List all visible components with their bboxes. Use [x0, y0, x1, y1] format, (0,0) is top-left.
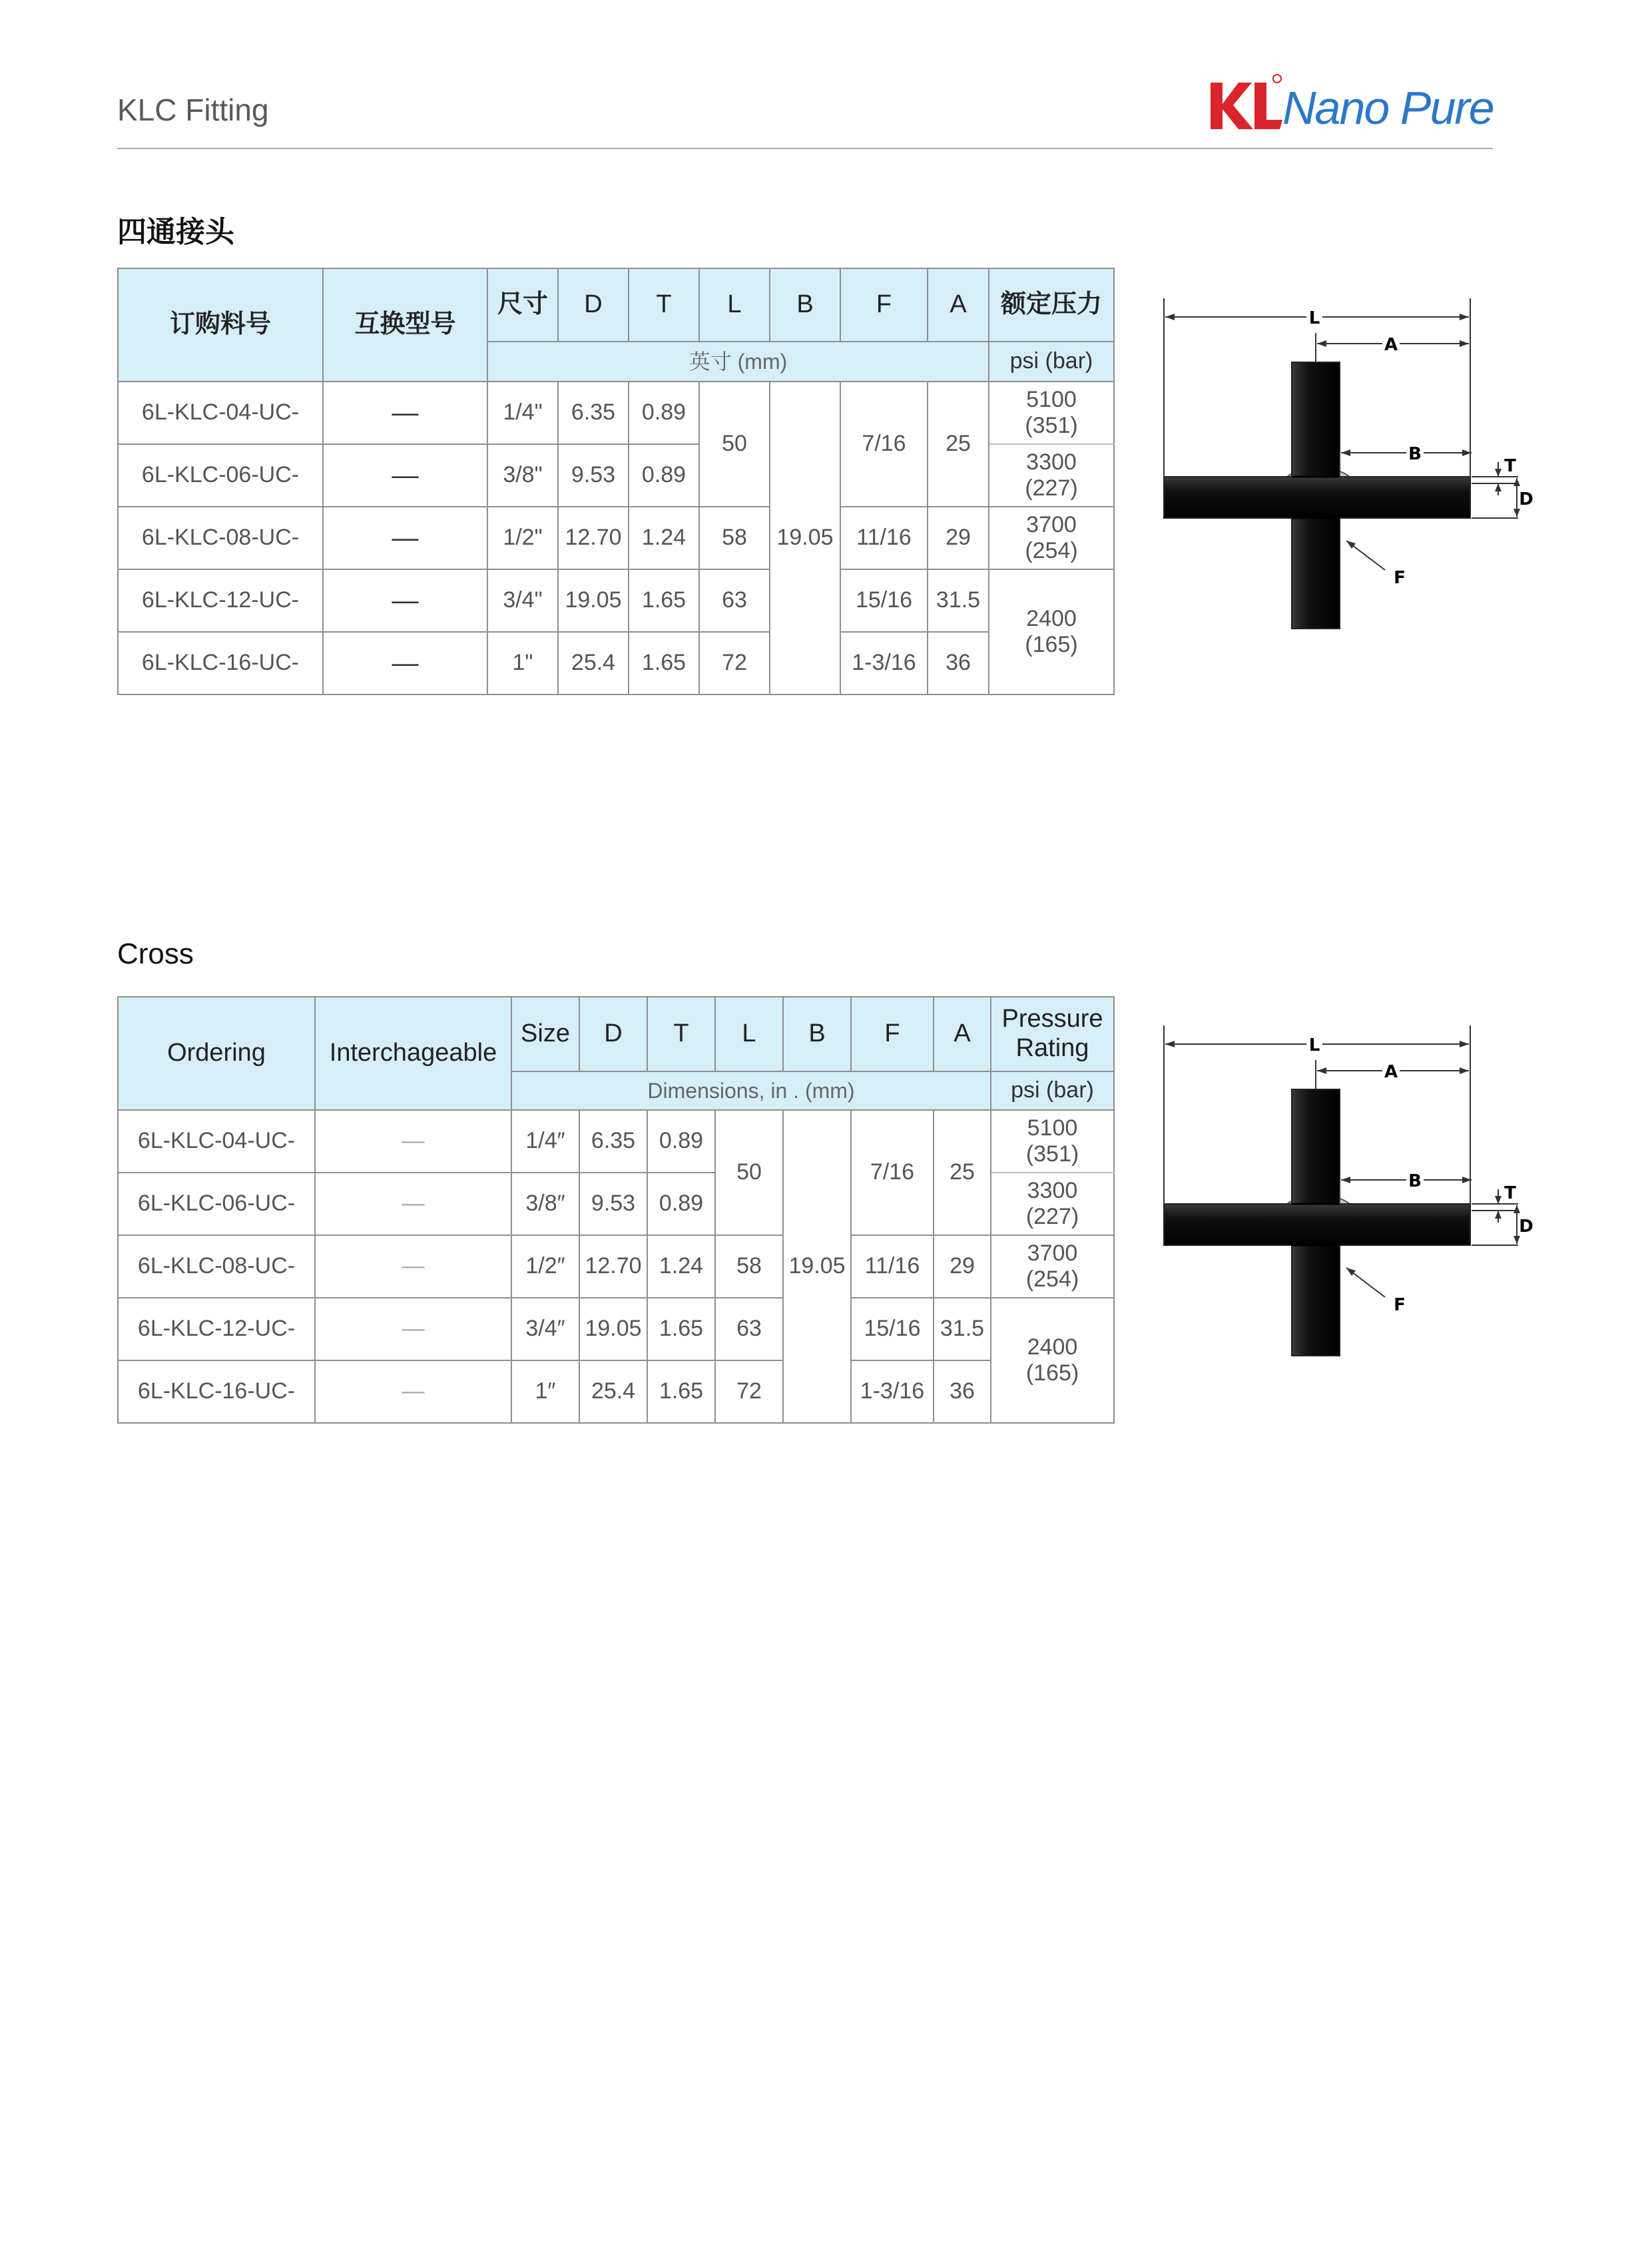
part-number: 6L-KLC-16-UC- — [118, 1360, 315, 1423]
d-value: 25.4 — [579, 1360, 647, 1423]
pressure-value: 3300 (227) — [991, 1173, 1114, 1235]
table-row — [118, 1110, 1114, 1173]
dim-label-d: D — [1519, 489, 1533, 509]
pressure-value: 3700 (254) — [989, 507, 1114, 569]
l-value: 58 — [715, 1235, 783, 1298]
pressure-value: 3300 (227) — [989, 444, 1114, 507]
kl-logo-mark-icon — [1205, 72, 1285, 139]
f-value: 1-3/16 — [851, 1360, 934, 1423]
col-header-l: L — [715, 997, 783, 1071]
f-value: 1-3/16 — [840, 632, 928, 695]
col-header-t: T — [647, 997, 715, 1071]
table-row — [118, 382, 1114, 444]
interchange-value: — — [315, 1110, 511, 1173]
col-header-interchangeable: 互换型号 — [323, 268, 487, 382]
dim-label-b: B — [1408, 444, 1422, 464]
dim-label-d: D — [1519, 1217, 1533, 1237]
l-value: 63 — [699, 569, 770, 632]
col-header-a: A — [934, 997, 991, 1071]
dim-label-l: L — [1308, 308, 1320, 328]
size-value: 1″ — [511, 1360, 579, 1423]
t-value: 0.89 — [629, 444, 699, 507]
a-value: 31.5 — [928, 569, 989, 632]
a-value: 25 — [928, 382, 989, 507]
spec-table-en — [117, 996, 1115, 1424]
interchange-value: — — [315, 1360, 511, 1423]
t-value: 1.24 — [647, 1235, 715, 1298]
a-value: 36 — [934, 1360, 991, 1423]
dim-label-f: F — [1394, 1295, 1406, 1315]
pressure-value: 3700 (254) — [991, 1235, 1114, 1298]
header-divider — [117, 148, 1493, 149]
size-value: 3/8" — [487, 444, 558, 507]
table-row — [118, 569, 1114, 632]
d-value: 9.53 — [579, 1173, 647, 1235]
dims-unit-header: Dimensions, in . (mm) — [511, 1071, 991, 1110]
b-value: 19.05 — [770, 382, 840, 695]
a-value: 36 — [928, 632, 989, 695]
interchange-value: — — [315, 1173, 511, 1235]
a-value: 29 — [934, 1235, 991, 1298]
col-header-d: D — [579, 997, 647, 1071]
l-value: 50 — [715, 1110, 783, 1235]
table-row — [118, 507, 1114, 569]
t-value: 1.65 — [629, 569, 699, 632]
size-value: 1/2″ — [511, 1235, 579, 1298]
dims-unit-header: 英寸 (mm) — [487, 342, 989, 382]
col-header-f: F — [840, 268, 928, 342]
t-value: 1.24 — [629, 507, 699, 569]
horizontal-pipe-shape — [1164, 1204, 1470, 1245]
f-value: 7/16 — [851, 1110, 934, 1235]
a-value: 29 — [928, 507, 989, 569]
dim-label-t: T — [1504, 1183, 1516, 1203]
section-title-en: Cross — [117, 938, 194, 970]
size-value: 1/4" — [487, 382, 558, 444]
b-value: 19.05 — [783, 1110, 851, 1423]
pressure-unit-header: psi (bar) — [991, 1071, 1114, 1110]
cross-fitting-diagram — [1159, 1020, 1531, 1420]
col-header-f: F — [851, 997, 934, 1071]
f-value: 11/16 — [840, 507, 928, 569]
d-value: 6.35 — [579, 1110, 647, 1173]
interchange-value: — — [315, 1235, 511, 1298]
d-value: 6.35 — [558, 382, 629, 444]
table-row — [118, 1235, 1114, 1298]
a-value: 31.5 — [934, 1298, 991, 1360]
horizontal-pipe-shape — [1164, 477, 1470, 518]
part-number: 6L-KLC-08-UC- — [118, 1235, 315, 1298]
col-header-t: T — [629, 268, 699, 342]
size-value: 1/2" — [487, 507, 558, 569]
dim-label-t: T — [1504, 456, 1516, 476]
dim-label-f: F — [1394, 568, 1406, 588]
t-value: 0.89 — [647, 1173, 715, 1235]
part-number: 6L-KLC-06-UC- — [118, 444, 323, 507]
col-header-interchangeable: Interchageable — [315, 997, 511, 1110]
dim-label-l: L — [1308, 1035, 1320, 1055]
part-number: 6L-KLC-04-UC- — [118, 382, 323, 444]
col-header-ordering: 订购料号 — [118, 268, 323, 382]
page-header-title: KLC Fitting — [117, 93, 269, 127]
size-value: 3/4" — [487, 569, 558, 632]
pressure-unit-header: psi (bar) — [989, 342, 1114, 382]
interchange-value: — — [323, 632, 487, 695]
t-value: 0.89 — [629, 382, 699, 444]
d-value: 19.05 — [558, 569, 629, 632]
size-value: 3/4″ — [511, 1298, 579, 1360]
table-row — [118, 632, 1114, 695]
d-value: 25.4 — [558, 632, 629, 695]
col-header-ordering: Ordering — [118, 997, 315, 1110]
pressure-value: 2400 (165) — [989, 569, 1114, 695]
t-value: 0.89 — [647, 1110, 715, 1173]
section-title-cn: 四通接头 — [117, 216, 234, 248]
size-value: 1/4″ — [511, 1110, 579, 1173]
a-value: 25 — [934, 1110, 991, 1235]
l-value: 58 — [699, 507, 770, 569]
part-number: 6L-KLC-06-UC- — [118, 1173, 315, 1235]
interchange-value: — — [323, 444, 487, 507]
t-value: 1.65 — [647, 1360, 715, 1423]
table-row — [118, 1360, 1114, 1423]
cross-fitting-diagram — [1159, 293, 1531, 693]
f-value: 15/16 — [840, 569, 928, 632]
size-value: 1" — [487, 632, 558, 695]
dim-label-a: A — [1384, 1062, 1398, 1082]
l-value: 72 — [715, 1360, 783, 1423]
d-value: 12.70 — [579, 1235, 647, 1298]
pressure-value: 2400 (165) — [991, 1298, 1114, 1423]
col-header-size: Size — [511, 997, 579, 1071]
f-value: 15/16 — [851, 1298, 934, 1360]
col-header-b: B — [770, 268, 840, 342]
col-header-b: B — [783, 997, 851, 1071]
t-value: 1.65 — [629, 632, 699, 695]
col-header-l: L — [699, 268, 770, 342]
logo-text: Nano Pure — [1282, 82, 1494, 134]
d-value: 9.53 — [558, 444, 629, 507]
f-value: 7/16 — [840, 382, 928, 507]
interchange-value: — — [323, 507, 487, 569]
interchange-value: — — [323, 569, 487, 632]
col-header-size: 尺寸 — [487, 268, 558, 342]
table-row — [118, 1298, 1114, 1360]
spec-table-cn — [117, 268, 1115, 695]
pressure-value: 5100 (351) — [991, 1110, 1114, 1173]
part-number: 6L-KLC-12-UC- — [118, 1298, 315, 1360]
part-number: 6L-KLC-16-UC- — [118, 632, 323, 695]
brand-logo — [1205, 72, 1498, 139]
col-header-pressure: 额定压力 — [989, 268, 1114, 342]
size-value: 3/8″ — [511, 1173, 579, 1235]
f-value: 11/16 — [851, 1235, 934, 1298]
pressure-value: 5100 (351) — [989, 382, 1114, 444]
col-header-a: A — [928, 268, 989, 342]
dim-label-a: A — [1384, 335, 1398, 355]
l-value: 72 — [699, 632, 770, 695]
interchange-value: — — [315, 1298, 511, 1360]
l-value: 50 — [699, 382, 770, 507]
interchange-value: — — [323, 382, 487, 444]
part-number: 6L-KLC-12-UC- — [118, 569, 323, 632]
t-value: 1.65 — [647, 1298, 715, 1360]
part-number: 6L-KLC-08-UC- — [118, 507, 323, 569]
dim-label-b: B — [1408, 1171, 1422, 1191]
d-value: 12.70 — [558, 507, 629, 569]
l-value: 63 — [715, 1298, 783, 1360]
col-header-pressure: Pressure Rating — [991, 997, 1114, 1071]
col-header-d: D — [558, 268, 629, 342]
d-value: 19.05 — [579, 1298, 647, 1360]
part-number: 6L-KLC-04-UC- — [118, 1110, 315, 1173]
